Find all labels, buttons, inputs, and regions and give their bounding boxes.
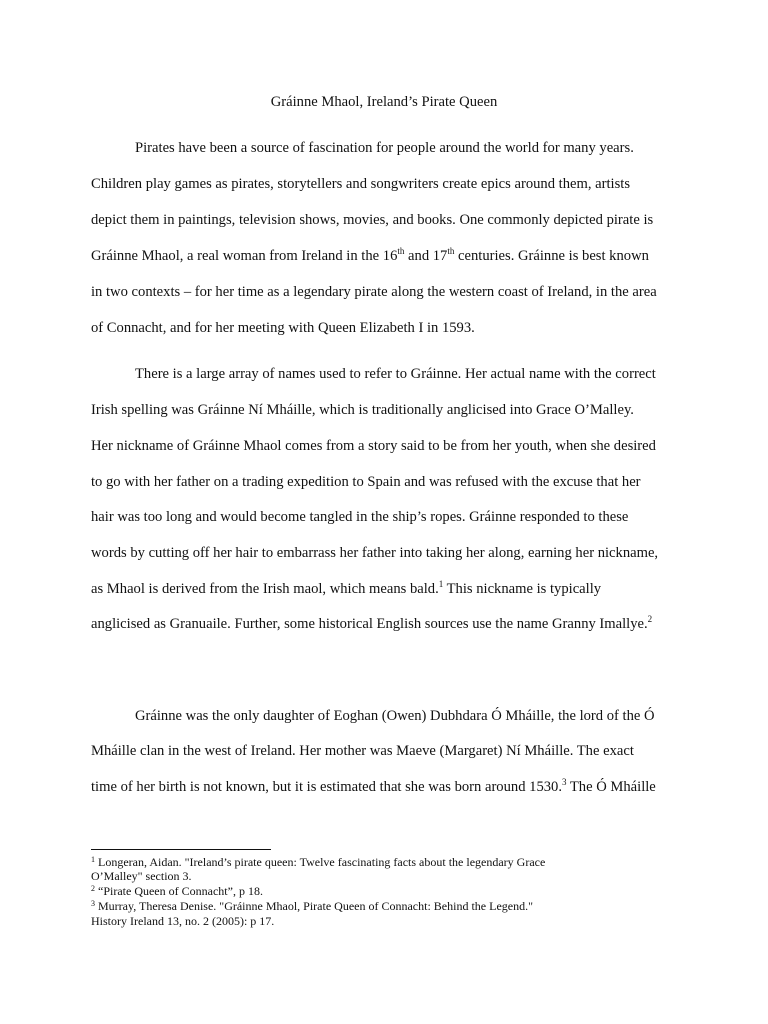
footnote-2: $^2$ “Pirate Queen of Connacht”, p 18.: [91, 884, 263, 898]
paragraph-2-line-5: hair was too long and would become tangled in the ship’s ropes. Gráinne responded to these: [91, 509, 629, 525]
footnote-3-continuation: History Ireland 13, no. 2 (2005): p 17.: [91, 914, 275, 928]
paragraph-1-line-2: Children play games as pirates, storytellers and songwriters create epics around them, artists: [91, 176, 630, 192]
footnote-separator: [91, 849, 271, 850]
footnote-1: $^1$ Longeran, Aidan. "Ireland’s pirate queen: Twelve fascinating facts about the legendary Grace: [91, 855, 546, 869]
paragraph-3-line-2: Mháille clan in the west of Ireland. Her mother was Maeve (Margaret) Ní Mháille. The exact: [91, 743, 634, 759]
paragraph-1-line-3: depict them in paintings, television shows, movies, and books. One commonly depicted pirate is: [91, 212, 654, 228]
paragraph-2-line-6: words by cutting off her hair to embarrass her father into taking her along, earning her nickname,: [91, 545, 659, 561]
paragraph-3-line-1: Gráinne was the only daughter of Eoghan (Owen) Dubhdara Ó Mháille, the lord of the Ó: [135, 708, 655, 724]
paragraph-1-line-4: Gráinne Mhaol, a real woman from Ireland in the 16th and 17th centuries. Gráinne is best known: [91, 246, 649, 264]
paragraph-2-line-8: anglicised as Granuaile. Further, some historical English sources use the name Granny Imallye.$^2$: [91, 614, 653, 632]
paragraph-2-line-3: Her nickname of Gráinne Mhaol comes from a story said to be from her youth, when she desired: [91, 438, 656, 454]
paragraph-2-line-4: to go with her father on a trading expedition to Spain and was refused with the excuse that her: [91, 474, 641, 490]
paragraph-1-line-1: Pirates have been a source of fascination for people around the world for many years.: [135, 140, 634, 156]
paragraph-3-line-3: time of her birth is not known, but it is estimated that she was born around 1530.$^3$ The Ó Mháille: [91, 777, 656, 795]
paragraph-1-line-6: of Connacht, and for her meeting with Queen Elizabeth I in 1593.: [91, 320, 475, 336]
paragraph-2-line-2: Irish spelling was Gráinne Ní Mháille, which is traditionally anglicised into Grace O’Malley.: [91, 402, 634, 418]
footnote-3: $^3$ Murray, Theresa Denise. "Gráinne Mhaol, Pirate Queen of Connacht: Behind the Legend.": [91, 899, 533, 913]
paragraph-2-line-1: There is a large array of names used to refer to Gráinne. Her actual name with the correct: [135, 366, 656, 382]
paragraph-2-line-7: as Mhaol is derived from the Irish maol, which means bald.$^1$ This nickname is typically: [91, 579, 602, 597]
footnote-1-continuation: O’Malley" section 3.: [91, 869, 192, 883]
document-title: Gráinne Mhaol, Ireland’s Pirate Queen: [270, 94, 498, 110]
paragraph-1-line-5: in two contexts – for her time as a legendary pirate along the western coast of Ireland, in the area: [91, 284, 657, 300]
